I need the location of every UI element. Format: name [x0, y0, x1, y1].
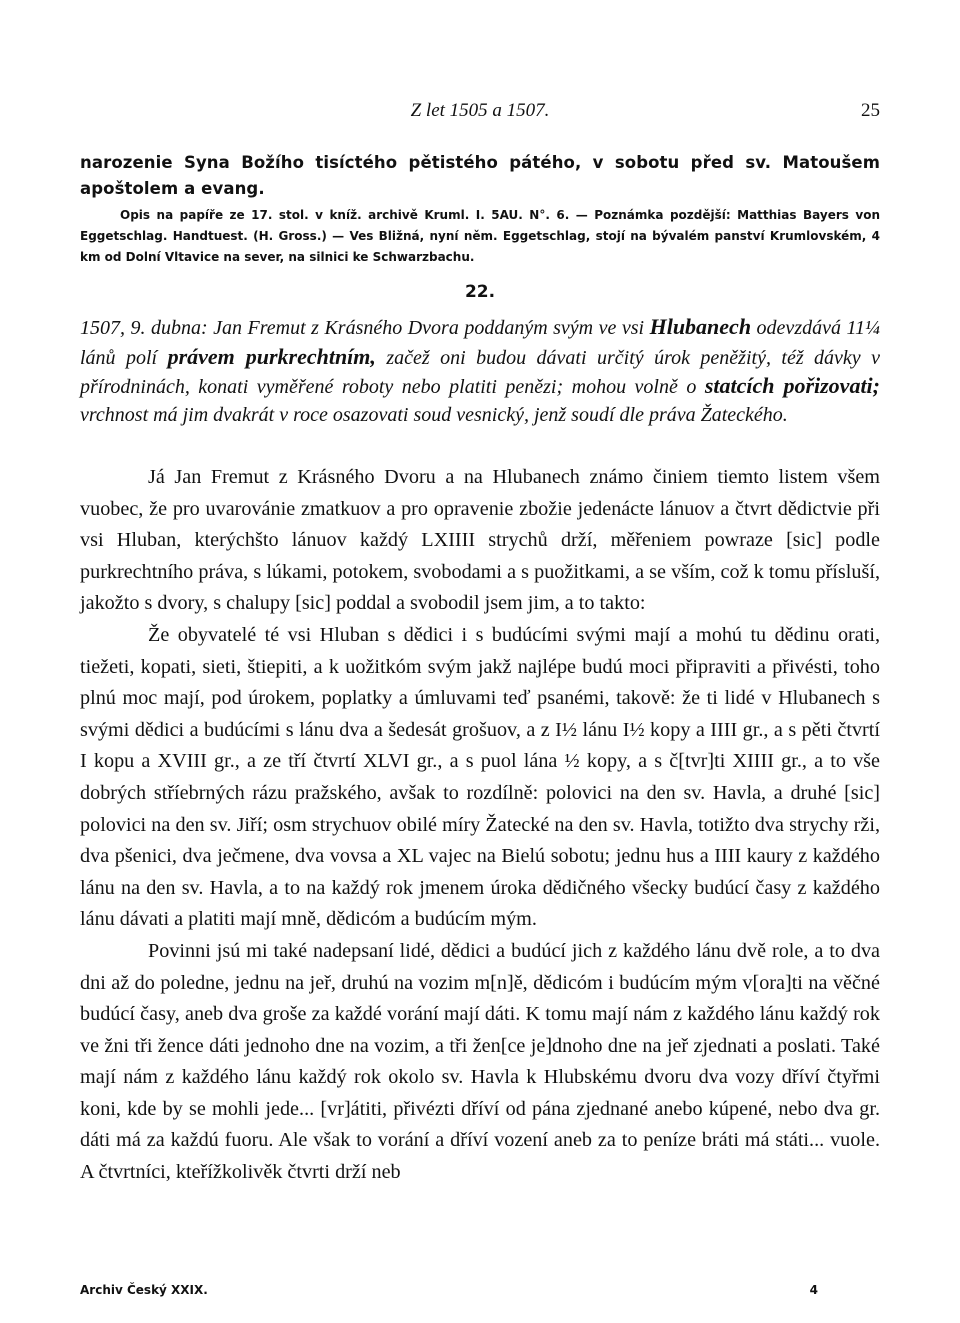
paragraph-3: Povinni jsú mi také nadepsaní lidé, dědici a budúcí jich z každého lánu dvě role, a to dva dni až do poledne, jednu na jeř, druhú na vozim m[n]ě, dědicóm i budúcím mým v[ora]ti na věčné budúcí časy, aneb dva groše za každé vorání mají dáti. K tomu mají nám z každého lánu každý rok ve žni tři žence dáti jednoho dne na vozim, a tři žen[ce je]dnoho dne na jeř zjednati a poslati. Také mají nám z každého lánu každý rok okolo sv. Havla k Hlubskému dvoru dva vozy dříví čtyřmi koni, kde by se mohli jede... [vr]átiti, přivézti dříví od pána zjednané anebo kúpené, nebo dva gr. dáti má za každú fuoru. Ale však to vorání a dříví vození aneb za to peníze bráti má státi... vuole. A čtvrtníci, kteřížkolivěk čtvrti drží neb: [80, 939, 880, 1184]
source-note-text: Opis na papíře ze 17. stol. v kníž. archivě Kruml. I. 5AU. N°. 6. — Poznámka pozdější: Matthias Bayers von Eggetschlag. Handtuest. (H. Gross.) — Ves Bližná, nyní něm. Eggetschlag, stojí na bývalém panství Krumlovském, 4 km od Dolní Vltavice na sever, na silnici ke Schwarzbachu.: [80, 208, 880, 264]
source-note: [80, 205, 880, 268]
regest-bold-2: právem purkrechtním,: [167, 343, 376, 369]
page-number: 25: [861, 100, 880, 121]
regest-part-1: 1507, 9. dubna: Jan Fremut z Krásného Dvora poddaným svým ve vsi: [80, 317, 650, 339]
document-number: 22.: [464, 282, 496, 302]
footer-sheet-number: 4: [809, 1283, 818, 1297]
paragraph-2: Že obyvatelé té vsi Hluban s dědici i s budúcími svými mají a mohú tu dědinu orati, tiežeti, kopati, sieti, štiepiti, a k uožitkóm svým jakž najlépe budú moci připraviti a přivésti, toho plnú moc mají, pod úrokem, poplatky a úmluvami teď psanémi, takově: že ti lidé v Hlubanech s svými dědici a budúcími s lánu dva a šedesát grošuov, a z I½ lánu I½ kopy a IIII gr., a s pěti čtvrtí I kopu a XVIII gr., a ze tří čtvrtí XLVI gr., a s puol lána ½ kopy, a s č[tvr]ti XIIII gr., a to vše dobrých stříebrných rázu pražského, avšak to rozdílně: polovici na den sv. Havla, a druhé [sic] polovici na den sv. Jiří; osm strychuov obilé míry Žatecké na den sv. Havla, totižto dva strychy rži, dva pšenici, dva ječmene, dva vovsa a XL vajec na Bielú sobotu; jednu hus a IIII kaury z každého lánu na den sv. Havla, a to na každý rok jmenem úroka dědičného všecky budúcí časy z každého lánu dávati a platiti mají mně, dědicóm a budúcím mým.: [80, 623, 880, 931]
regest-part-4: vrchnost má jim dvakrát v roce osazovati soud vesnický, jenž soudí dle práva Žateckého.: [80, 403, 788, 426]
regest-bold-1: Hlubanech: [649, 314, 752, 339]
regest-part-2: odevzdává 11¼ lánů polí: [80, 317, 880, 369]
regest: [80, 313, 880, 429]
regest-bold-3: statcích pořizovati;: [704, 373, 881, 398]
footer-signature: Archiv Český XXIX.: [80, 1283, 208, 1297]
document-body: [80, 462, 880, 1189]
previous-document-ending: narozenie Syna Božího tisíctého pětistého pátého, v sobotu před sv. Matoušem apoštolem a evang.: [80, 153, 880, 198]
paragraph-1: Já Jan Fremut z Krásného Dvoru a na Hlubanech známo činiem tiemto listem všem vuobec, že pro uvarovánie zmatkuov a pro opravenie zbožie jedenácte lánuov a čtvrt dědictvie při vsi Hluban, kterýchšto lánuov každý LXIIII strychů drží, měřeniem powraze [sic] podle purkrechtního práva, s lúkami, potokem, svobodami a s puožitkami, a se vším, což k tomu přísluší, jakožto s dvory, s chalupy [sic] poddal a svobodil jsem jim, a to takto:: [80, 466, 880, 615]
regest-part-3: začež oni budou dávati určitý úrok peněžitý, též dávky v přírodninách, konati vyměřené roboty nebo platiti penězi; mohou volně o: [80, 346, 881, 398]
running-title: Z let 1505 a 1507.: [410, 100, 550, 121]
page-header: [80, 100, 880, 130]
page-footer: [80, 1283, 880, 1303]
